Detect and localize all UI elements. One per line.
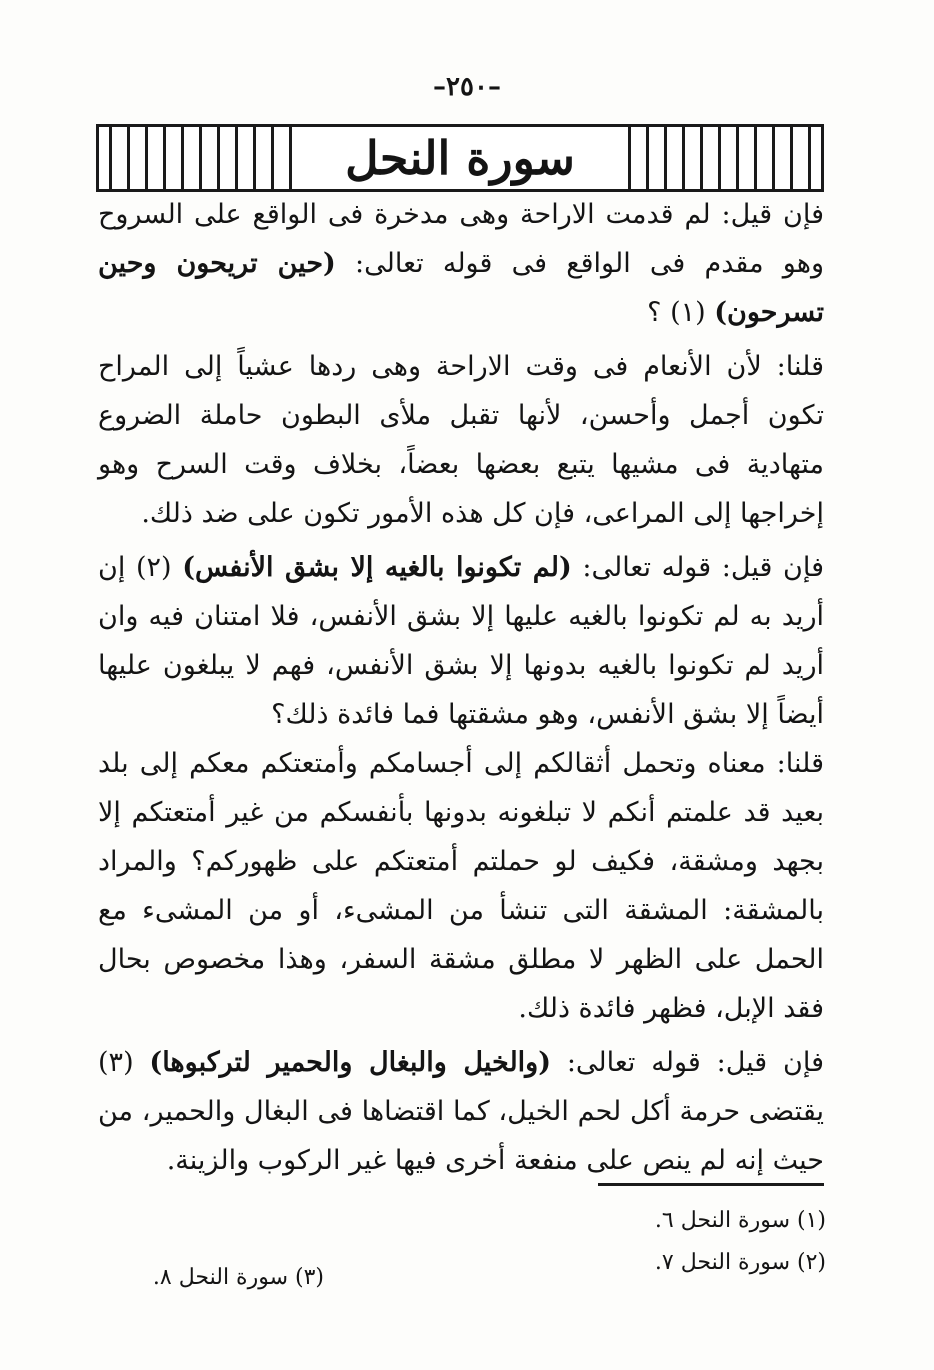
paragraph-answer-1 xyxy=(98,342,824,538)
paragraph-text: فإن قيل: قوله تعالى: xyxy=(551,1047,824,1078)
paragraph-text: قلنا: معناه وتحمل أثقالكم إلى أجسامكم وأمتعتكم معكم إلى بلد بعيد قد علمتم أنكم لا تبلغونه بدونها بأنفسكم من غير أمتعتكم إلا بجهد ومشقة، فكيف لو حملتم أمتعتكم على ظهوركم؟ والمراد بالمشقة: المشقة التى تنشأ من المشىء، أو من المشىء مع الحمل على الظهر لا مطلق مشقة السفر، وهذا مخصوص بحال فقد الإبل، فظهر فائدة ذلك. xyxy=(98,748,824,1024)
page-number: –٢٥٠– xyxy=(433,72,501,102)
quranic-quote: (حين تريحون وحين تسرحون) xyxy=(98,248,824,328)
paragraph-text: قلنا: لأن الأنعام فى وقت الاراحة وهى ردها عشياً إلى المراح تكون أجمل وأحسن، لأنها تقبل ملأى البطون حاملة الضروع متهادية فى مشيها يتبع بعضها بعضاً، بخلاف وقت السرح وهو إخراجها إلى المراعى، فإن كل هذه الأمور تكون على ضد ذلك. xyxy=(98,351,824,529)
surah-title: سورة النحل xyxy=(345,131,575,185)
paragraph-text: فإن قيل: لم قدمت الاراحة وهى مدخرة فى الواقع على السروح وهو مقدم فى الواقع فى قوله تعالى: xyxy=(98,199,825,279)
body-text xyxy=(98,190,824,1190)
paragraph-text: (٢) إن أريد به لم تكونوا بالغيه عليها إلا بشق الأنفس، فلا امتنان فيه وان أريد لم تكونوا بالغيه بدونها إلا بشق الأنفس، فهم لا يبلغون عليها أيضاً إلا بشق الأنفس، وهو مشقتها فما فائدة ذلك؟ xyxy=(98,552,824,730)
paragraph-question-3 xyxy=(98,1038,824,1185)
paragraph-text: (٣) يقتضى حرمة أكل لحم الخيل، كما اقتضاها فى البغال والحمير، من حيث إنه لم ينص على منفعة أخرى فيها غير الركوب والزينة. xyxy=(98,1047,824,1176)
footnote-separator xyxy=(598,1183,824,1186)
footnote-3: (٣) سورة النحل ٨. xyxy=(152,1265,324,1290)
banner-ornament-right xyxy=(618,127,821,189)
footnote-1: (١) سورة النحل ٦. xyxy=(654,1208,826,1233)
paragraph-question-2 xyxy=(98,543,824,739)
paragraph-answer-2 xyxy=(98,739,824,1033)
quranic-quote: (والخيل والبغال والحمير لتركبوها) xyxy=(149,1047,551,1078)
paragraph-text: (١) ؟ xyxy=(647,297,715,328)
banner-ornament-left xyxy=(99,127,302,189)
quranic-quote: (لم تكونوا بالغيه إلا بشق الأنفس) xyxy=(182,552,572,583)
paragraph-question-1 xyxy=(98,190,824,337)
paragraph-text: فإن قيل: قوله تعالى: xyxy=(571,552,825,583)
footnote-2: (٢) سورة النحل ٧. xyxy=(654,1250,826,1275)
surah-title-banner xyxy=(96,124,824,192)
